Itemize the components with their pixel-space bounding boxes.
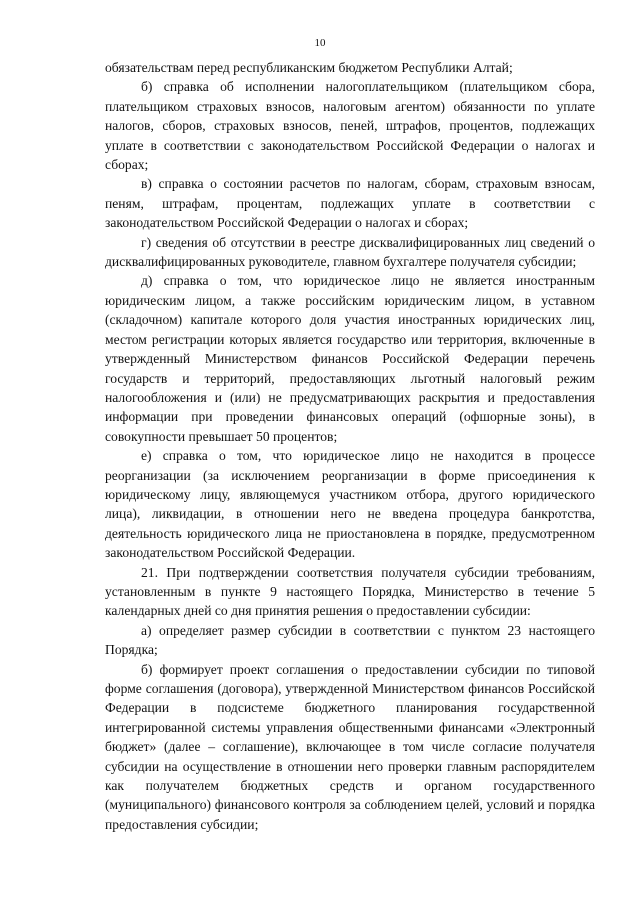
paragraph-item-a: а) определяет размер субсидии в соответствии с пунктом 23 настоящего Порядка; bbox=[105, 622, 595, 658]
document-body bbox=[105, 58, 595, 834]
paragraph-item-d: д) справка о том, что юридическое лицо не является иностранным юридическим лицом, а также российским юридическим лицом, в уставном (складочном) капитале которого доля участия иностранных юридических лиц, местом регистрации которых является государство или территория, включенные в утвержденный Министерством финансов Российской Федерации перечень государств и территорий, предоставляющих льготный налоговый режим налогообложения и (или) не предусматривающих раскрытия и предоставления информации при проведении финансовых операций (офшорные зоны), в совокупности превышает 50 процентов; bbox=[105, 273, 595, 444]
paragraph-continuation: обязательствам перед республиканским бюджетом Республики Алтай; bbox=[105, 60, 513, 75]
paragraph-item-g: г) сведения об отсутствии в реестре дисквалифицированных лиц сведений о дисквалифицированных руководителе, главном бухгалтере получателя субсидии; bbox=[105, 234, 595, 270]
page-number: 10 bbox=[314, 37, 326, 49]
paragraph-clause-21: 21. При подтверждении соответствия получателя субсидии требованиям, установленным в пункте 9 настоящего Порядка, Министерство в течение 5 календарных дней со дня принятия решения о предоставлении субсидии: bbox=[105, 564, 595, 619]
paragraph-item-b: б) справка об исполнении налогоплательщиком (плательщиком сбора, плательщиком страховых взносов, налоговым агентом) обязанности по уплате налогов, сборов, страховых взносов, пеней, штрафов, процентов, подлежащих уплате в соответствии с законодательством Российской Федерации о налогах и сборах; bbox=[105, 79, 595, 173]
paragraph-item-b-2: б) формирует проект соглашения о предоставлении субсидии по типовой форме соглашения (договора), утвержденной Министерством финансов Российской Федерации в подсистеме бюджетного планирования государственной интегрированной системы управления общественными финансами «Электронный бюджет» (далее – соглашение), включающее в том числе согласие получателя субсидии на осуществление в отношении него проверки главным распорядителем как получателем бюджетных средств и органом государственного (муниципального) финансового контроля за соблюдением целей, условий и порядка предоставления субсидии; bbox=[105, 661, 595, 832]
paragraph-item-v: в) справка о состоянии расчетов по налогам, сборам, страховым взносам, пеням, штрафам, процентам, подлежащих уплате в соответствии с законодательством Российской Федерации о налогах и сборах; bbox=[105, 176, 595, 231]
paragraph-item-e: е) справка о том, что юридическое лицо не находится в процессе реорганизации (за исключением реорганизации в форме присоединения к юридическому лицу, являющемуся участником отбора, другого юридического лица), ликвидации, в отношении него не введена процедура банкротства, деятельность юридического лица не приостановлена в порядке, предусмотренном законодательством Российской Федерации. bbox=[105, 448, 595, 561]
